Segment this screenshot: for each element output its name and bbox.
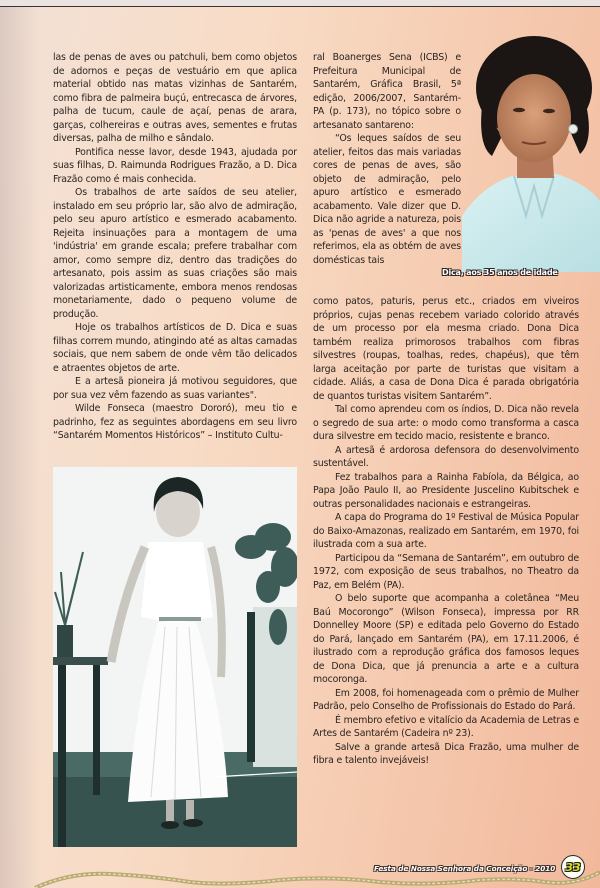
paragraph: “Os leques saídos de seu atelier, feitos das mais variadas cores de penas de aves, são objeto de admiração, pelo apuro artístico e esmerado acabamento. Vale dizer que D. Dica não agride a natureza, pois as 'penas de aves' a que nos referimos, ela as obtém de aves domésticas tais bbox=[313, 133, 461, 266]
portrait-photo bbox=[462, 26, 600, 272]
paragraph: las de penas de aves ou patchuli, bem como objetos de adornos e peças de vestuário em que aplica material obtido nas matas vizinhas de Santarém, como fibra de palmeira buçú, entrecasca de árvores, palha de tucum, caule de açaí, penas de arara, garças, colhereiras e outras aves, sementes e frutas diversas, palha de milho e sândalo. bbox=[53, 52, 297, 144]
article-left-column bbox=[53, 51, 297, 443]
vintage-photo bbox=[53, 467, 297, 847]
portrait-illustration bbox=[462, 26, 600, 272]
paragraph: Tal como aprendeu com os índios, D. Dica não revela o segredo de sua arte: o modo como transforma a casca dura silvestre em tecido macio, resistente e branco. bbox=[313, 404, 579, 442]
footer-publication-title: Festa de Nossa Senhora da Conceição - 2010 bbox=[374, 864, 556, 873]
paragraph: ral Boanerges Sena (ICBS) e Prefeitura Municipal de Santarém, Gráfica Brasil, 5ª edição, 2006/2007, Santarém-PA (p. 173), no tópico sobre o artesanato santareno: bbox=[313, 52, 461, 131]
paragraph: Em 2008, foi homenageada com o prêmio de Mulher Padrão, pelo Conselho de Profissionais do Estado do Pará. bbox=[313, 687, 579, 712]
paragraph: Wilde Fonseca (maestro Dororó), meu tio e padrinho, fez as seguintes abordagens em seu livro “Santarém Momentos Históricos” – Instituto Cultu- bbox=[53, 403, 297, 441]
portrait-caption: Dica, aos 35 anos de idade bbox=[442, 268, 558, 277]
page-number-badge bbox=[561, 855, 585, 879]
paragraph: como patos, paturis, perus etc., criados em viveiros próprios, cujas penas recebem variado colorido através de um processo por ela mesma criado. Dona Dica também realiza primorosos trabalhos com fibras silvestres (roupas, toalhas, redes, chapéus), que têm larga aceitação por parte de turistas que visitam a cidade. Aliás, a casa de Dona Dica é parada obrigatória de quantos turistas visitem Santarém”. bbox=[313, 296, 579, 402]
paragraph: Fez trabalhos para a Rainha Fabíola, da Bélgica, ao Papa João Paulo II, ao Presidente Juscelino Kubitschek e outras personalidades nacionais e estrangeiras. bbox=[313, 471, 579, 510]
article-middle-column bbox=[313, 51, 461, 267]
paragraph: A capa do Programa do 1º Festival de Música Popular do Baixo-Amazonas, realizado em Santarém, em 1970, foi ilustrada com a sua arte. bbox=[313, 512, 579, 550]
paragraph: Os trabalhos de arte saídos de seu atelier, instalado em seu próprio lar, são alvo de admiração, pelo seu apuro artístico e esmerado acabamento. Rejeita insinuações para a montagem de uma 'indústria' em grande escala; prefere trabalhar com amor, como sempre diz, dentro das tradições do artesanato, pois assim as suas criações são mais valorizadas artisticamente, embora menos rendosas monetariamente, dado o pequeno volume de produção. bbox=[53, 187, 297, 320]
article-right-column bbox=[313, 295, 579, 768]
paragraph: O belo suporte que acompanha a coletânea “Meu Baú Mocorongo” (Wilson Fonseca), impressa por RR Donnelley Moore (SP) e editada pelo Governo do Estado do Pará, lançado em Santarém (PA), em 17.11.2006, é ilustrado com a reprodução gráfica dos famosos leques de Dona Dica, que já prenuncia a arte e a cultura mocoronga. bbox=[313, 593, 579, 685]
page-number: 33 bbox=[565, 860, 581, 874]
vintage-photo-illustration bbox=[53, 467, 297, 847]
paragraph: A artesã é ardorosa defensora do desenvolvimento sustentável. bbox=[313, 444, 579, 469]
paragraph: É membro efetivo e vitalício da Academia de Letras e Artes de Santarém (Cadeira nº 23). bbox=[313, 714, 579, 739]
paragraph: Salve a grande artesã Dica Frazão, uma mulher de fibra e talento invejáveis! bbox=[313, 741, 579, 766]
paragraph: Pontifica nesse lavor, desde 1943, ajudada por suas filhas, D. Raimunda Rodrigues Frazão, a D. Dica Frazão como é mais conhecida. bbox=[53, 146, 297, 185]
page-gutter-shadow bbox=[0, 7, 40, 888]
paragraph: E a artesã pioneira já motivou seguidores, que por sua vez vêm fazendo as suas variantes". bbox=[53, 376, 297, 401]
paragraph: Participou da “Semana de Santarém”, em outubro de 1972, com exposição de seus trabalhos, no Theatro da Paz, em Belém (PA). bbox=[313, 552, 579, 591]
paragraph: Hoje os trabalhos artísticos de D. Dica e suas filhas correm mundo, atingindo até as altas camadas sociais, que nem sabem de onde vêm tão delicados e atraentes objetos de arte. bbox=[53, 322, 297, 374]
page-top-edge bbox=[0, 0, 600, 7]
